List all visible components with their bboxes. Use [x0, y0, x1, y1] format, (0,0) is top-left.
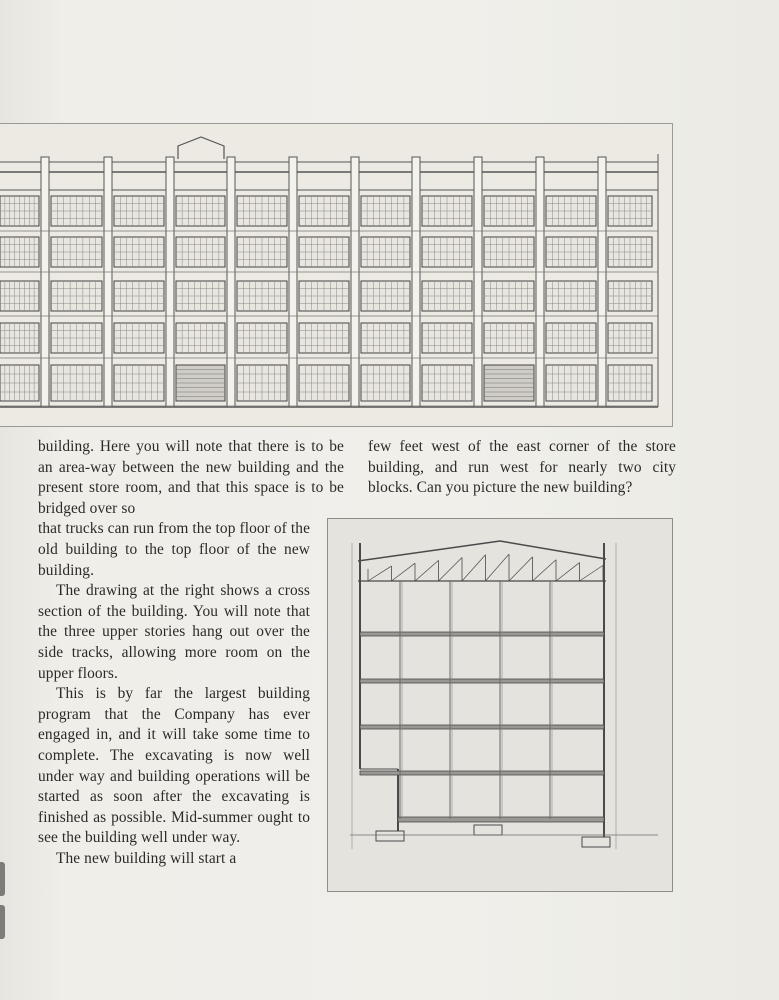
building-cross-section-drawing: [327, 518, 673, 892]
elevation-svg: [0, 124, 673, 428]
left-paragraph-1-part-b: that trucks can run from the top floor of the old building to the top floor of the new building.: [38, 520, 310, 579]
binding-mark: [0, 862, 5, 896]
binding-mark: [0, 905, 5, 939]
right-text-column: [368, 437, 676, 499]
building-elevation-drawing: [0, 123, 673, 427]
left-paragraph-4: The new building will start a: [56, 849, 237, 867]
left-paragraph-1-part-a: building. Here you will note that there is to be an area-way between the new building and the present store room, and that this space is to be bridged over so: [38, 438, 344, 517]
right-paragraph-1: few feet west of the east corner of the store building, and run west for nearly two city blocks. Can you picture the new building?: [368, 438, 676, 497]
left-paragraph-2: The drawing at the right shows a cross section of the building. You will note that the three upper stories hang out over the side tracks, allowing more room on the upper floors.: [38, 582, 310, 682]
left-paragraph-3: This is by far the largest building program that the Company has ever engaged in, and it will take some time to complete. The excavating is now well under way and building operations will be started as soon after the excavating is finished as possible. Mid-summer ought to see the building well under way.: [38, 685, 310, 847]
left-text-column: [38, 437, 344, 869]
cross-section-svg: [328, 519, 674, 893]
